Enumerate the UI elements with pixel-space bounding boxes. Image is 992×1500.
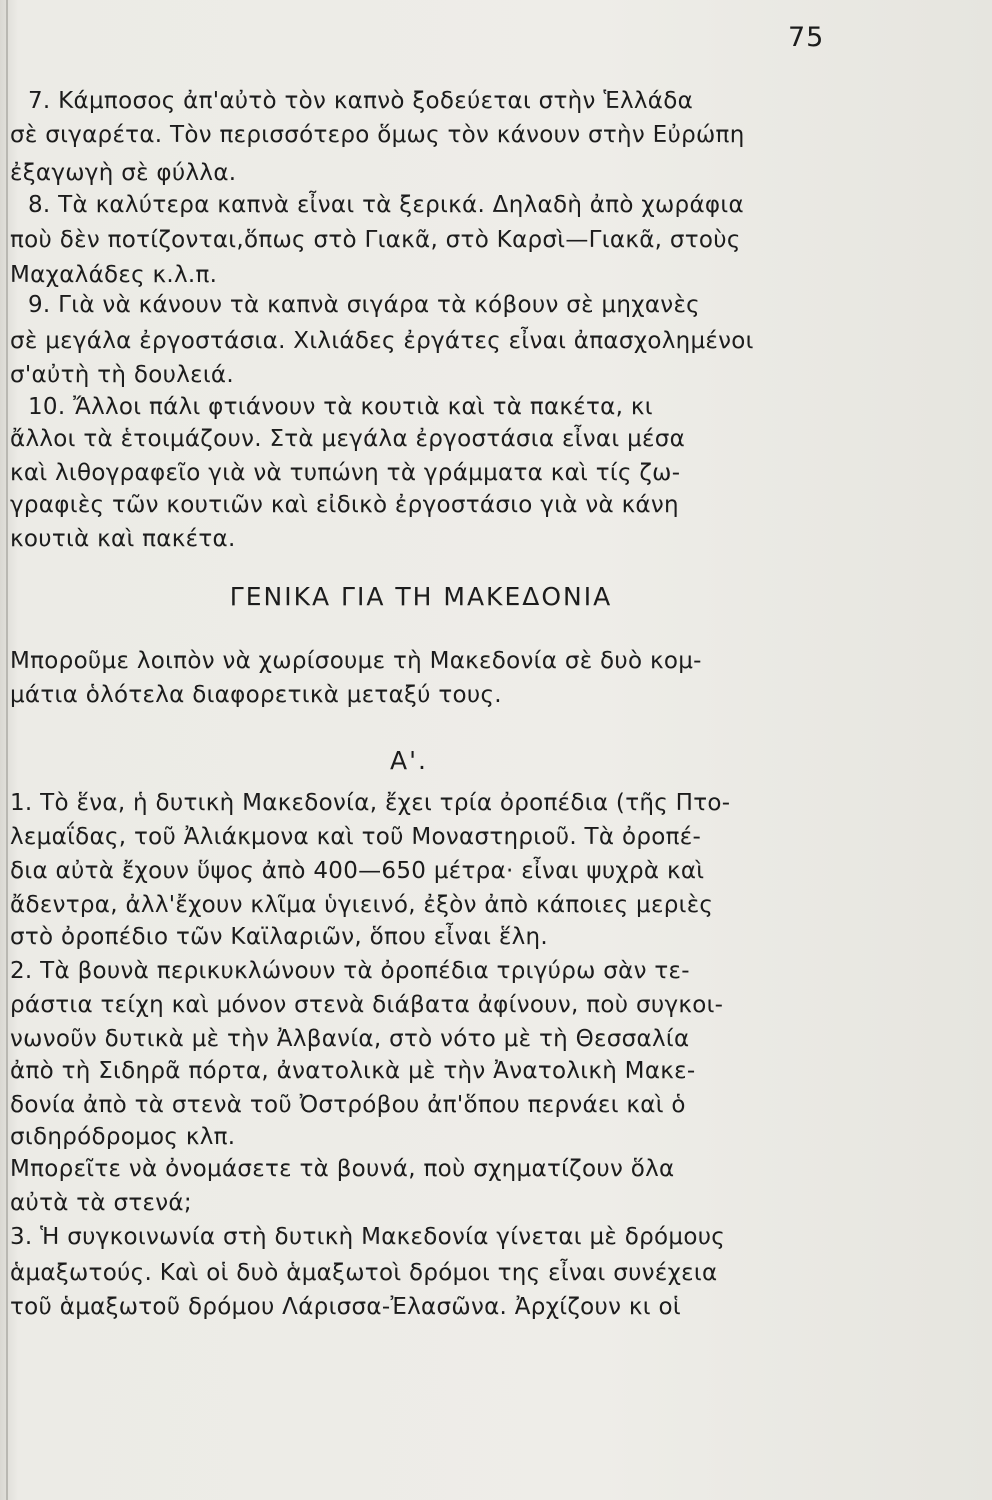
page-number: 75 [788, 22, 825, 53]
text-line: σ'αὐτὴ τὴ δουλειά. [10, 362, 234, 388]
text-line: αὐτὰ τὰ στενά; [10, 1190, 192, 1216]
text-line: Μποροῦμε λοιπὸν νὰ χωρίσουμε τὴ Μακεδονία σὲ δυὸ κομ- [10, 648, 702, 674]
text-line: λεμαΐδας, τοῦ Ἀλιάκμονα καὶ τοῦ Μοναστηριοῦ. Τὰ ὀροπέ- [10, 824, 702, 850]
text-line: ἄλλοι τὰ ἑτοιμάζουν. Στὰ μεγάλα ἐργοστάσια εἶναι μέσα [10, 426, 686, 452]
text-line: ἀπὸ τὴ Σιδηρᾶ πόρτα, ἀνατολικὰ μὲ τὴν Ἀνατολικὴ Μακε- [10, 1058, 696, 1084]
text-line: Μπορεῖτε νὰ ὀνομάσετε τὰ βουνά, ποὺ σχηματίζουν ὅλα [10, 1156, 675, 1182]
text-line: ράστια τείχη καὶ μόνον στενὰ διάβατα ἀφίνουν, ποὺ συγκοι- [10, 992, 724, 1018]
text-line: 7. Κάμποσος ἀπ'αὐτὸ τὸν καπνὸ ξοδεύεται στὴν Ἑλλάδα [28, 88, 694, 114]
text-line: σιδηρόδρομος κλπ. [10, 1124, 236, 1150]
text-line: ποὺ δὲν ποτίζονται,ὅπως στὸ Γιακᾶ, στὸ Καρσὶ—Γιακᾶ, στοὺς [10, 227, 741, 253]
text-line: 1. Τὸ ἕνα, ἡ δυτικὴ Μακεδονία, ἔχει τρία ὀροπέδια (τῆς Πτο- [10, 790, 731, 816]
text-line: τοῦ ἁμαξωτοῦ δρόμου Λάρισσα-Ἐλασῶνα. Ἀρχίζουν κι οἱ [10, 1294, 681, 1320]
text-line: ἐξαγωγὴ σὲ φύλλα. [10, 160, 237, 186]
text-line: σὲ μεγάλα ἐργοστάσια. Χιλιάδες ἐργάτες εἶναι ἀπασχολημένοι [10, 328, 754, 354]
section-title: ΓΕΝΙΚΑ ΓΙΑ ΤΗ ΜΑΚΕΔΟΝΙΑ [229, 582, 613, 611]
text-line: δονία ἀπὸ τὰ στενὰ τοῦ Ὀστρόβου ἀπ'ὅπου περνάει καὶ ὁ [10, 1092, 686, 1118]
text-line: 3. Ἡ συγκοινωνία στὴ δυτικὴ Μακεδονία γίνεται μὲ δρόμους [10, 1224, 726, 1250]
text-line: γραφιὲς τῶν κουτιῶν καὶ εἰδικὸ ἐργοστάσιο γιὰ νὰ κάνη [10, 492, 679, 518]
text-line: ἄδεντρα, ἀλλ'ἔχουν κλῖμα ὑγιεινό, ἐξὸν ἀπὸ κάποιες μεριὲς [10, 892, 714, 918]
text-line: καὶ λιθογραφεῖο γιὰ νὰ τυπώνη τὰ γράμματα καὶ τίς ζω- [10, 460, 681, 486]
text-line: δια αὐτὰ ἔχουν ὕψος ἀπὸ 400—650 μέτρα· εἶναι ψυχρὰ καὶ [10, 858, 705, 884]
subsection-label: Α'. [390, 746, 428, 775]
text-line: σὲ σιγαρέτα. Τὸν περισσότερο ὅμως τὸν κάνουν στὴν Εὐρώπη [10, 122, 745, 148]
text-line: νωνοῦν δυτικὰ μὲ τὴν Ἀλβανία, στὸ νότο μὲ τὴ Θεσσαλία [10, 1026, 690, 1052]
text-line: Μαχαλάδες κ.λ.π. [10, 262, 218, 288]
text-line: στὸ ὀροπέδιο τῶν Καϊλαριῶν, ὅπου εἶναι ἕλη. [10, 924, 549, 950]
text-line: ἁμαξωτούς. Καὶ οἱ δυὸ ἁμαξωτοὶ δρόμοι της εἶναι συνέχεια [10, 1260, 718, 1286]
text-line: μάτια ὁλότελα διαφορετικὰ μεταξύ τους. [10, 682, 502, 708]
text-line: κουτιὰ καὶ πακέτα. [10, 526, 236, 552]
text-line: 10. Ἄλλοι πάλι φτιάνουν τὰ κουτιὰ καὶ τὰ πακέτα, κι [28, 394, 653, 420]
text-line: 8. Τὰ καλύτερα καπνὰ εἶναι τὰ ξερικά. Δηλαδὴ ἀπὸ χωράφια [28, 192, 744, 218]
text-line: 9. Γιὰ νὰ κάνουν τὰ καπνὰ σιγάρα τὰ κόβουν σὲ μηχανὲς [28, 292, 700, 318]
text-line: 2. Τὰ βουνὰ περικυκλώνουν τὰ ὀροπέδια τριγύρω σὰν τε- [10, 958, 690, 984]
